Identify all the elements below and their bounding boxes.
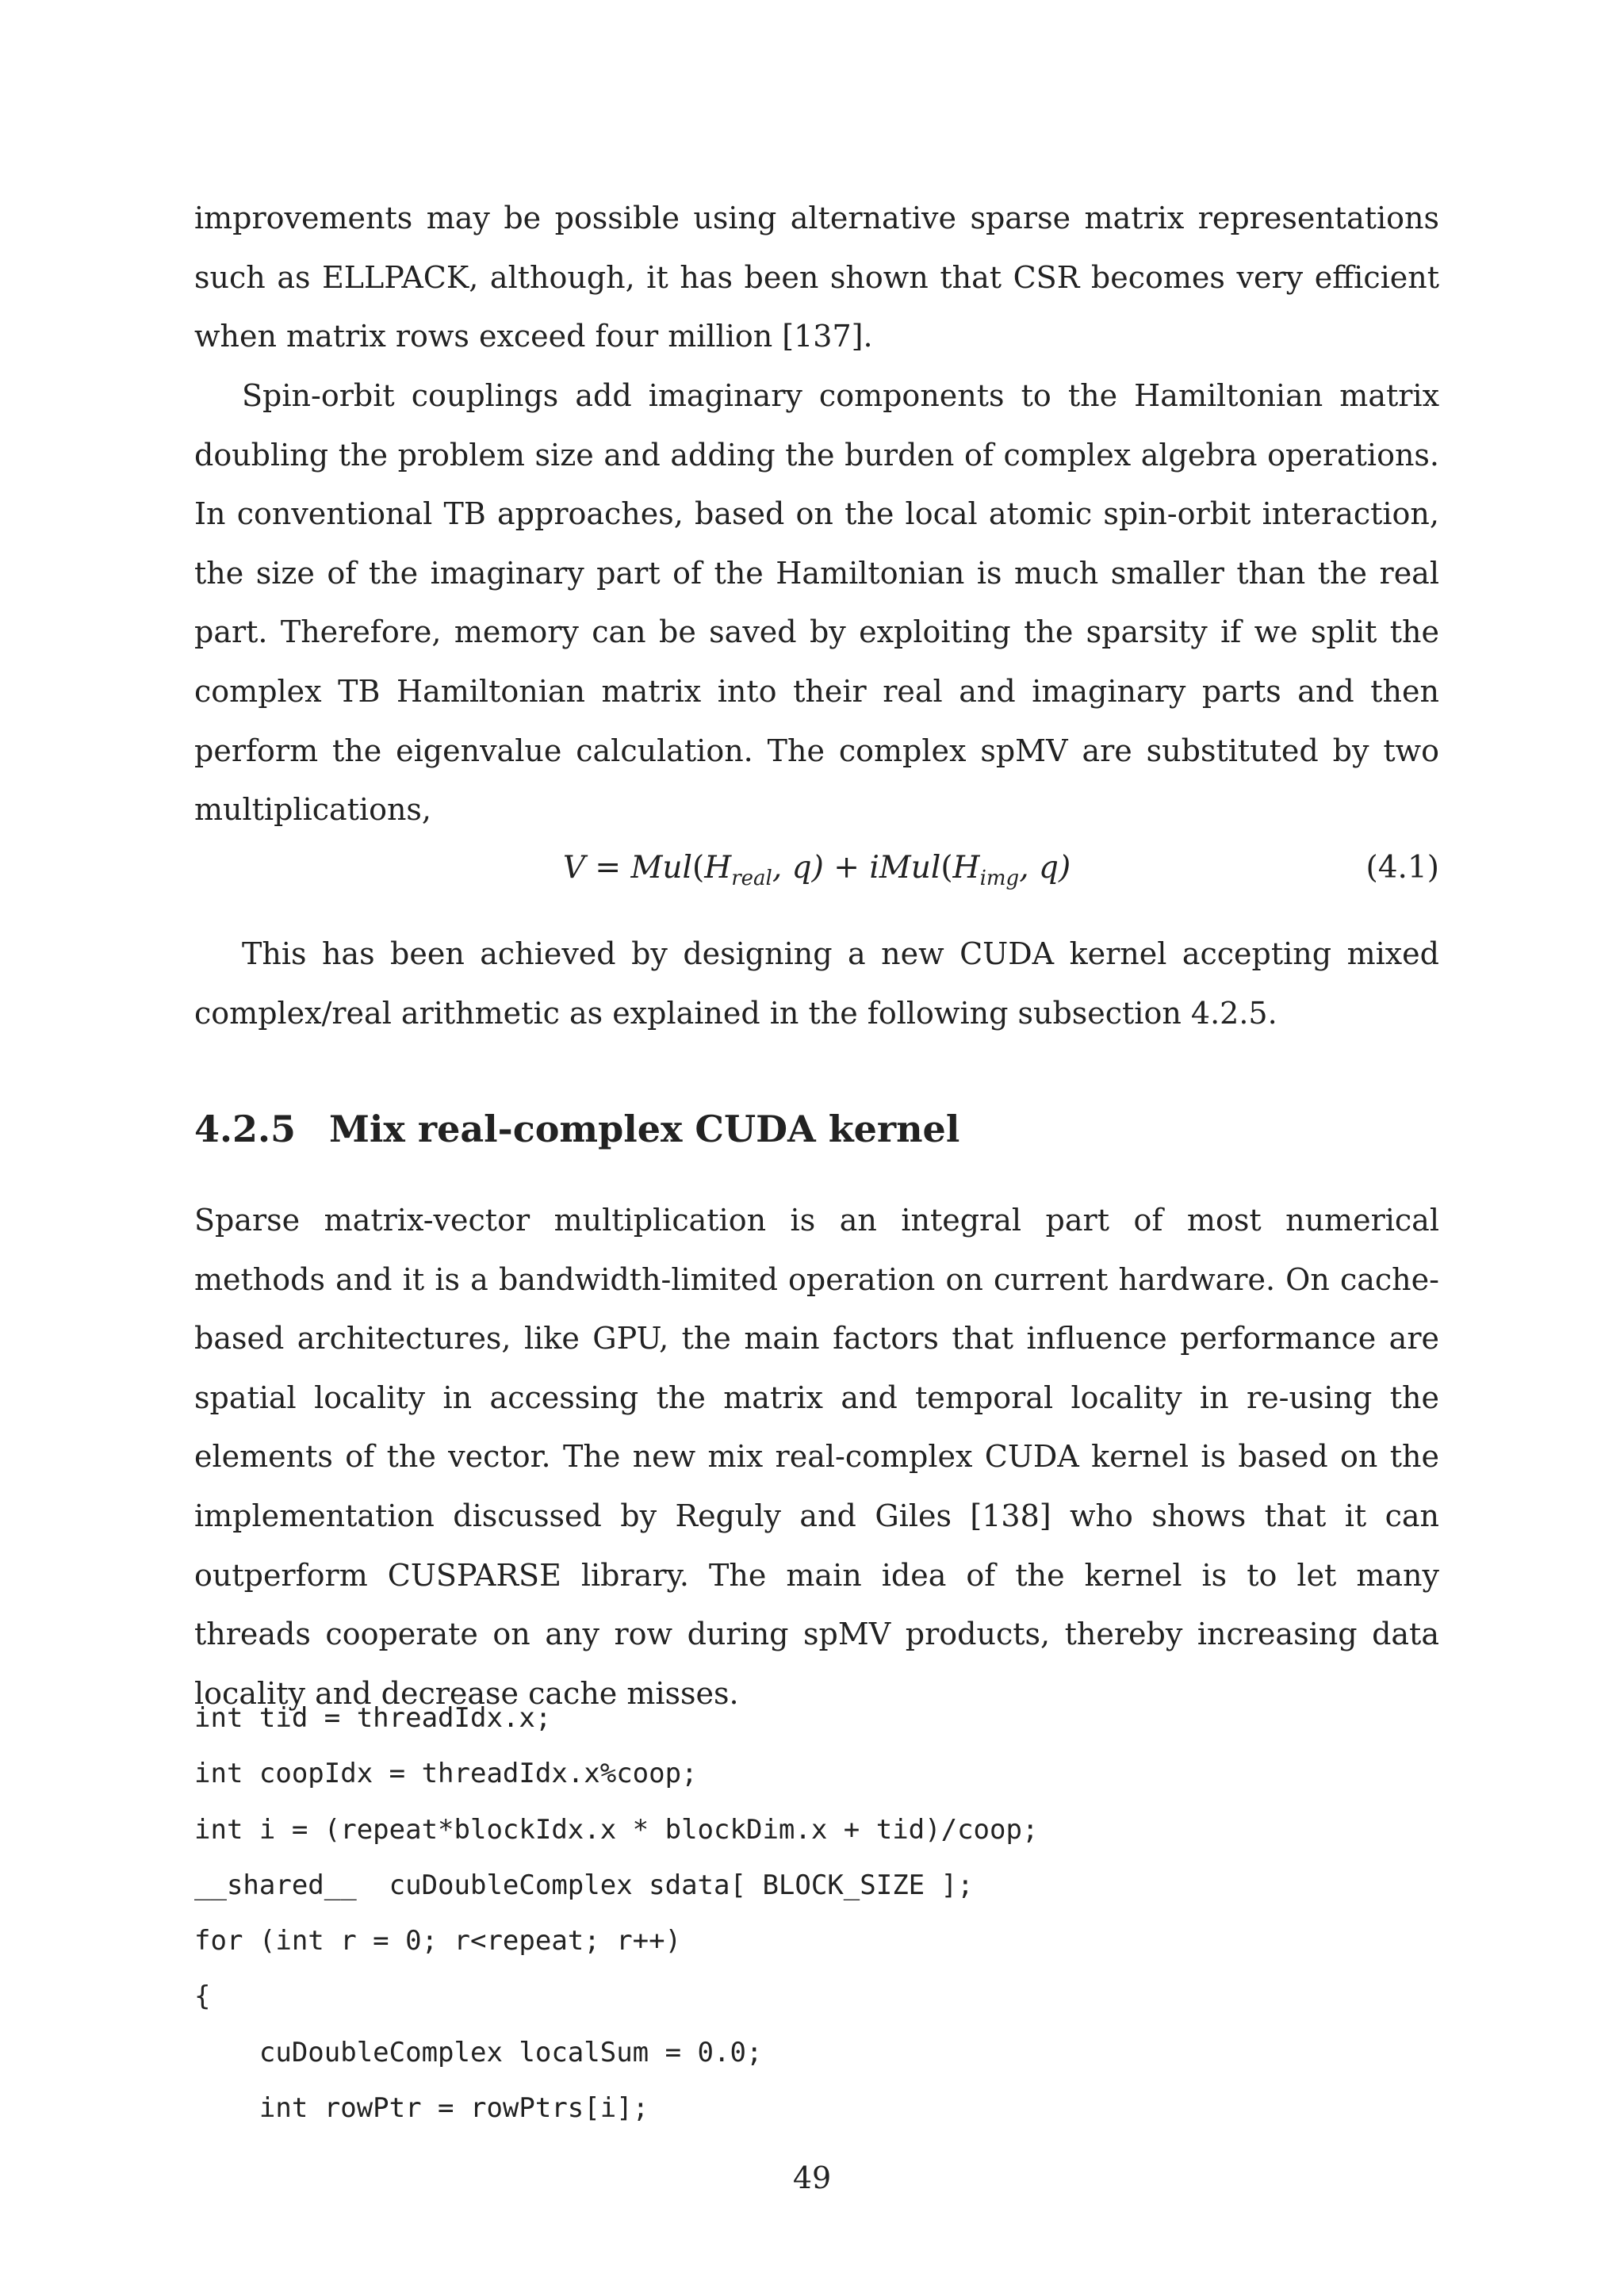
- equation-body: $V = Mul(H_{real}$, $q) + iMul(H_{img}$, q): [562, 850, 1071, 890]
- code-line: int i = (repeat*blockIdx.x * blockDim.x + tid)/coop;: [194, 1813, 1039, 1846]
- body-paragraph: Sparse matrix-vector multiplication is an integral part of most numerical methods and it is a bandwidth-limited operation on current hardware. On cache-based architectures, like GPU, the main factors that influence performance are spatial locality in accessing the matrix and temporal locality in re-using the elements of the vector. The new mix real-complex CUDA kernel is based on the implementation discussed by Reguly and Giles [138] who shows that it can outperform CUSPARSE library. The main idea of the kernel is to let many threads cooperate on any row during spMV products, thereby increasing data locality and decrease cache misses.: [194, 1203, 1439, 1711]
- code-line: {: [194, 1980, 211, 2013]
- body-paragraph: improvements may be possible using alternative sparse matrix representations such as ELLPACK, although, it has been shown that CSR becomes very efficient when matrix rows exceed four million [137].: [194, 201, 1439, 354]
- code-line: cuDoubleComplex localSum = 0.0;: [194, 2036, 763, 2068]
- section-heading: [194, 1097, 959, 1161]
- code-line: for (int r = 0; r<repeat; r++): [194, 1925, 682, 1957]
- body-paragraph: This has been achieved by designing a new CUDA kernel accepting mixed complex/real arithmetic as explained in the following subsection 4.2.5.: [194, 936, 1439, 1031]
- page-number: 49: [792, 2160, 832, 2195]
- section-title: Mix real-complex CUDA kernel: [329, 1108, 960, 1150]
- equation-number: (4.1): [1365, 850, 1439, 886]
- equation-4-1: [194, 840, 1439, 896]
- code-line: __shared__ cuDoubleComplex sdata[ BLOCK_SIZE ];: [194, 1869, 974, 1901]
- code-listing: [194, 1690, 1439, 2136]
- code-line: int rowPtr = rowPtrs[i];: [194, 2092, 649, 2125]
- section-number: 4.2.5: [194, 1108, 297, 1150]
- code-line: int tid = threadIdx.x;: [194, 1702, 552, 1734]
- code-line: int coopIdx = threadIdx.x%coop;: [194, 1758, 698, 1790]
- body-paragraph: Spin-orbit couplings add imaginary components to the Hamiltonian matrix doubling the problem size and adding the burden of complex algebra operations. In conventional TB approaches, based on the local atomic spin-orbit interaction, the size of the imaginary part of the Hamiltonian is much smaller than the real part. Therefore, memory can be saved by exploiting the sparsity if we split the complex TB Hamiltonian matrix into their real and imaginary parts and then perform the eigenvalue calculation. The complex spMV are substituted by two multiplications,: [194, 378, 1439, 828]
